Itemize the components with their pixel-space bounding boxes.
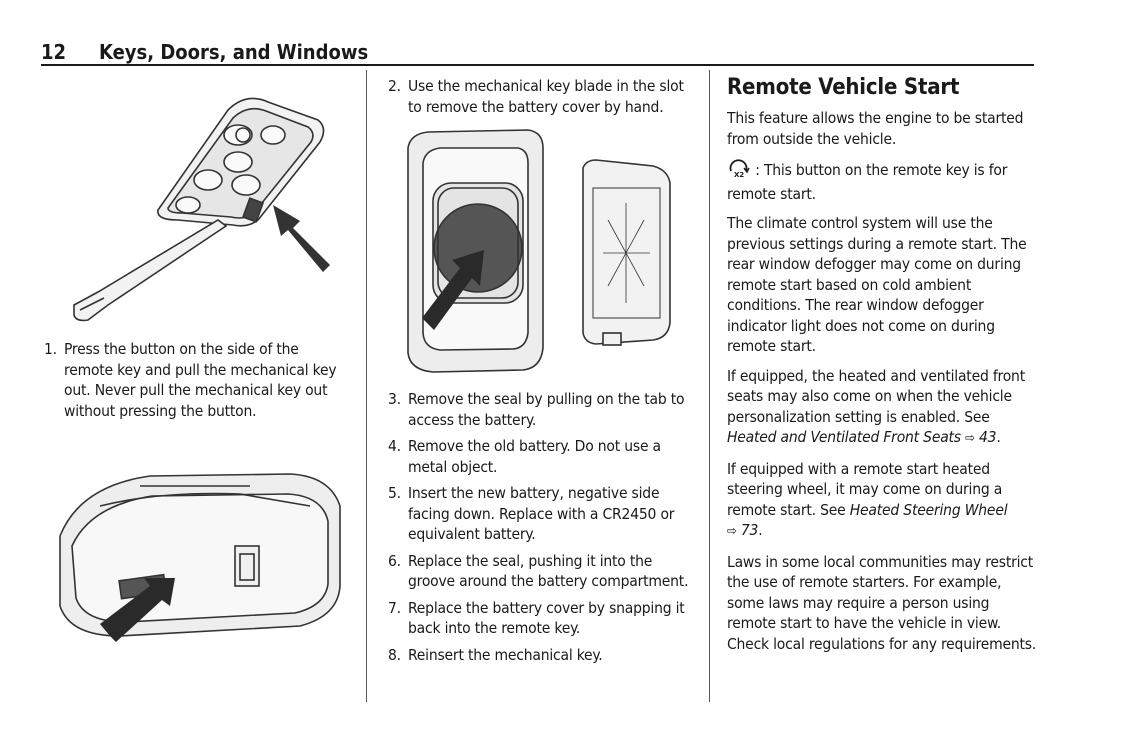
- step-7: [388, 598, 698, 639]
- step-text: Replace the seal, pushing it into the groove around the battery compartment.: [408, 551, 689, 590]
- remote-start-icon-paragraph: [727, 158, 1037, 204]
- step-1: [44, 339, 344, 421]
- step-number: 4.: [388, 437, 401, 455]
- step-number: 7.: [388, 598, 401, 617]
- step-number: 1.: [44, 340, 57, 358]
- step-text: Remove the seal by pulling on the tab to access the battery.: [408, 390, 685, 429]
- column-divider-right: [709, 70, 710, 702]
- steering-paragraph: If equipped with a remote start heated steering wheel, it may come on during a remote start. See Heated Steering Wheel ⇨ 73.: [727, 459, 1008, 539]
- ref-arrow-icon: ⇨: [965, 431, 975, 446]
- remote-start-icon-desc: : This button on the remote key is for remote start.: [727, 161, 1008, 203]
- remote-start-icon: [727, 158, 751, 184]
- page-number: 12: [41, 40, 67, 64]
- step-3: [388, 389, 698, 430]
- page-header: [41, 38, 1034, 66]
- step-text: Remove the old battery. Do not use a metal object.: [408, 437, 661, 476]
- steering-text: If equipped with a remote start heated steering wheel, it may come on during a remote start. See: [727, 459, 1003, 519]
- step-8: [388, 645, 698, 666]
- remote-start-section: [727, 74, 1037, 663]
- battery-compartment-illustration: [398, 128, 698, 378]
- heated-seats-page[interactable]: 43: [978, 428, 997, 446]
- step-number: 5.: [388, 484, 401, 502]
- heated-steering-page[interactable]: 73: [740, 521, 759, 539]
- step-text: Press the button on the side of the remote key and pull the mechanical key out. Never pull the mechanical key out without pressing the button.: [64, 340, 337, 420]
- step-number: 6.: [388, 551, 401, 570]
- heated-seats-link[interactable]: Heated and Ventilated Front Seats: [727, 428, 961, 446]
- heated-seats-paragraph: If equipped, the heated and ventilated front seats may also come on when the vehicle personalization setting is enabled. See Heated and Ventilated Front Seats ⇨ 43.: [727, 366, 1025, 446]
- remote-start-intro: This feature allows the engine to be started from outside the vehicle.: [727, 109, 1024, 148]
- step-number: 2.: [388, 77, 401, 95]
- step-text: Insert the new battery, negative side facing down. Replace with a CR2450 or equivalent battery.: [408, 484, 675, 543]
- key-fob-release-illustration: [68, 80, 338, 330]
- key-fob-slot-illustration: [40, 466, 350, 646]
- ref-arrow-icon: ⇨: [727, 524, 737, 539]
- remote-start-heading: Remote Vehicle Start: [727, 75, 960, 100]
- section-title: Keys, Doors, and Windows: [99, 40, 369, 64]
- step-text: Reinsert the mechanical key.: [408, 645, 603, 664]
- remote-start-icon-label: X2: [734, 171, 744, 178]
- heated-seats-text: If equipped, the heated and ventilated front seats may also come on when the vehicle personalization setting is enabled. See: [727, 366, 1025, 426]
- column-divider-left: [366, 70, 367, 702]
- heated-steering-link[interactable]: Heated Steering Wheel: [849, 500, 1008, 519]
- step-text: Replace the battery cover by snapping it back into the remote key.: [408, 598, 685, 637]
- battery-steps-list: [388, 389, 698, 671]
- laws-paragraph: Laws in some local communities may restrict the use of remote starters. For example, some laws may require a person using remote start to have the vehicle in view. Check local regulations for any requirements.: [727, 552, 1037, 653]
- step-5: [388, 483, 698, 545]
- step-4: [388, 436, 698, 477]
- step-number: 3.: [388, 390, 401, 408]
- step-text: Use the mechanical key blade in the slot to remove the battery cover by hand.: [408, 77, 684, 116]
- climate-paragraph: The climate control system will use the previous settings during a remote start. The rear window defogger may come on during remote start based on cold ambient conditions. The rear window defogger indicator light does not come on during remote start.: [727, 214, 1027, 355]
- step-6: [388, 551, 698, 592]
- step-number: 8.: [388, 645, 401, 664]
- step-2: [388, 76, 698, 117]
